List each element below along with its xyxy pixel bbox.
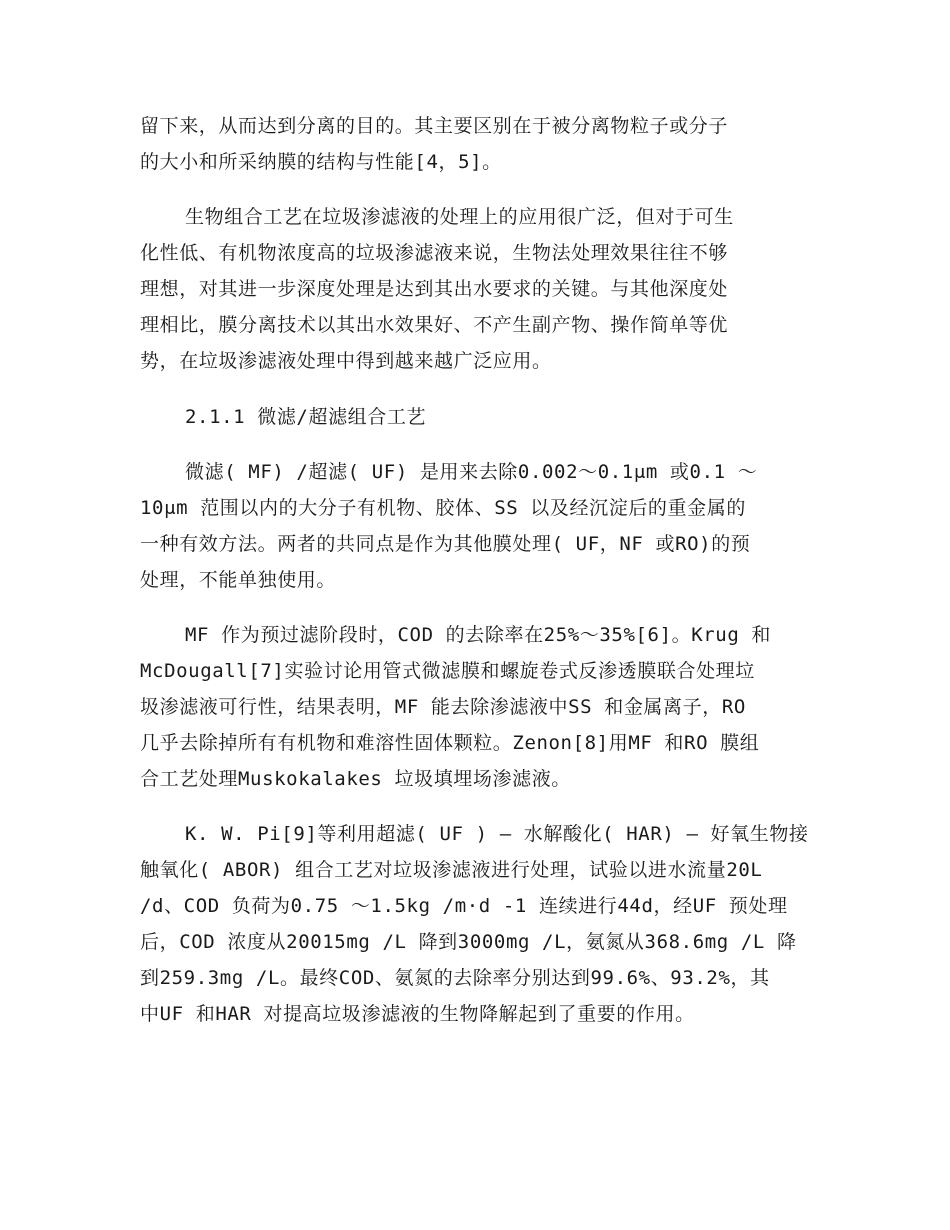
- paragraph-2-line-1: 生物组合工艺在垃圾渗滤液的处理上的应用很广泛，但对于可生: [185, 206, 734, 228]
- paragraph-3-line-3: 一种有效方法。两者的共同点是作为其他膜处理( UF，NF 或RO)的预: [140, 533, 751, 555]
- paragraph-4-line-5: 合工艺处理Muskokalakes 垃圾填埋场渗滤液。: [140, 768, 571, 790]
- paragraph-5-line-4: 后，COD 浓度从20015mg /L 降到3000mg /L，氨氮从368.6mg /L 降: [140, 931, 797, 953]
- paragraph-4-line-4: 几乎去除掉所有有机物和难溶性固体颗粒。Zenon[8]用MF 和RO 膜组: [140, 732, 760, 754]
- paragraph-5-line-3: /d、COD 负荷为0.75 ～1.5kg /m·d -1 连续进行44d，经UF 预处理: [140, 895, 788, 917]
- paragraph-5-line-1: K. W. Pi[9]等利用超滤( UF ) – 水解酸化( HAR) – 好氧生物接: [185, 823, 809, 845]
- paragraph-3-line-4: 处理，不能单独使用。: [140, 569, 337, 591]
- paragraph-2-line-4: 理相比，膜分离技术以其出水效果好、不产生副产物、操作简单等优: [140, 314, 729, 336]
- paragraph-5-line-6: 中UF 和HAR 对提高垃圾渗滤液的生物降解起到了重要的作用。: [140, 1003, 695, 1025]
- paragraph-5-line-2: 触氧化( ABOR) 组合工艺对垃圾渗滤液进行处理，试验以进水流量20L: [140, 859, 763, 881]
- paragraph-3-line-2: 10μm 范围以内的大分子有机物、胶体、SS 以及经沉淀后的重金属的: [140, 497, 746, 519]
- paragraph-4-line-2: McDougall[7]实验讨论用管式微滤膜和螺旋卷式反渗透膜联合处理垃: [140, 660, 755, 682]
- paragraph-5-line-5: 到259.3mg /L。最终COD、氨氮的去除率分别达到99.6%、93.2%，其: [140, 967, 770, 989]
- paragraph-2-line-3: 理想，对其进一步深度处理是达到其出水要求的关键。与其他深度处: [140, 278, 729, 300]
- paragraph-4-line-1: MF 作为预过滤阶段时，COD 的去除率在25%～35%[6]。Krug 和: [185, 624, 772, 646]
- paragraph-3-line-1: 微滤( MF) /超滤( UF) 是用来去除0.002～0.1μm 或0.1 ～: [185, 461, 758, 483]
- paragraph-4-line-3: 圾渗滤液可行性，结果表明，MF 能去除渗滤液中SS 和金属离子，RO: [140, 696, 746, 718]
- paragraph-2-line-5: 势，在垃圾渗滤液处理中得到越来越广泛应用。: [140, 350, 552, 372]
- section-heading: 2.1.1 微滤/超滤组合工艺: [185, 406, 427, 428]
- paragraph-1-line-2: 的大小和所采纳膜的结构与性能[4，5]。: [140, 151, 502, 173]
- paragraph-2-line-2: 化性低、有机物浓度高的垃圾渗滤液来说，生物法处理效果往往不够: [140, 242, 729, 264]
- paragraph-1-line-1: 留下来，从而达到分离的目的。其主要区别在于被分离物粒子或分子: [140, 115, 729, 137]
